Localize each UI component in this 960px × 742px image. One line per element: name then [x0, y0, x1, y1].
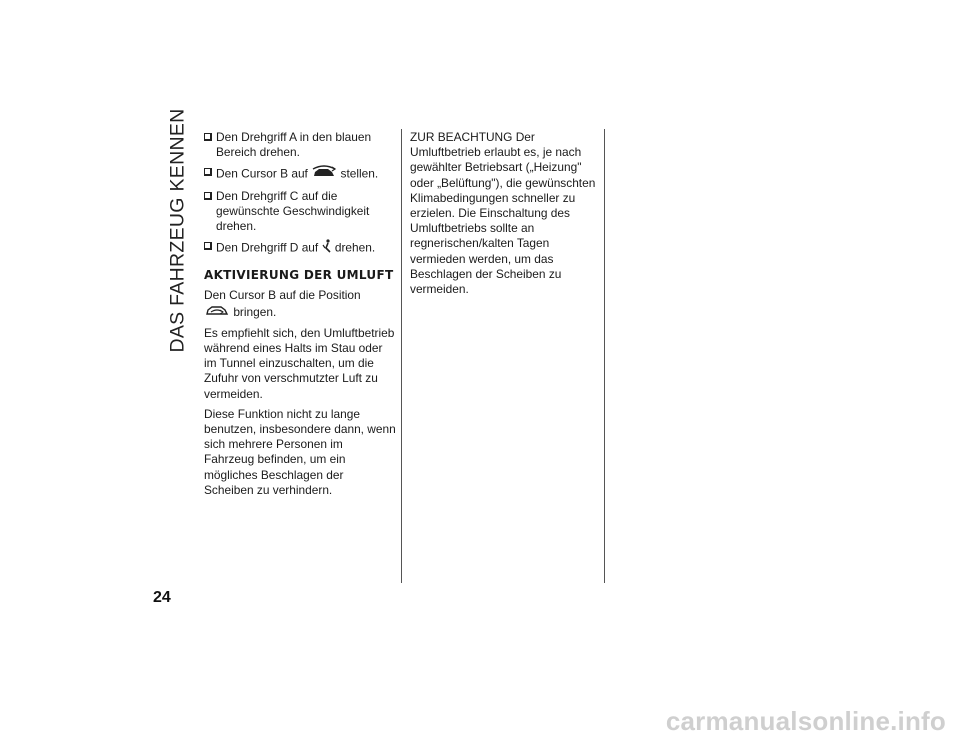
recirculation-car-icon: [311, 165, 337, 183]
checkbox-bullet-icon: [204, 168, 212, 176]
step-text: Den Drehgriff A in den blauen Bereich drehen.: [216, 130, 372, 160]
section-title: [158, 107, 198, 353]
note-paragraph: ZUR BEACHTUNG Der Umluftbetrieb erlaubt es, je nach gewählter Betriebsart („Heizung" oder „Belüftung"), die gewünschten Klimabedingungen schneller zu erzielen. Die Einschaltung des Umluftbetriebs sollte an regnerischen/kalten Tagen vermieden werden, um das Beschlagen der Scheiben zu vermeiden.: [410, 130, 596, 297]
paragraph-cursor-position: [204, 288, 396, 320]
step-text-before: Den Cursor B auf: [216, 166, 308, 181]
step-text-after: stellen.: [340, 166, 379, 181]
checkbox-bullet-icon: [204, 133, 212, 141]
paragraph-text: bringen.: [233, 304, 277, 319]
step-item: [204, 239, 396, 257]
paragraph-recommendation: Es empfiehlt sich, den Umluftbetrieb während eines Halts im Stau oder im Tunnel einzuschalten, um die Zufuhr von verschmutzter Luft zu vermeiden.: [204, 325, 395, 401]
page-number: 24: [153, 589, 171, 606]
step-text: Den Drehgriff C auf die gewünschte Geschwindigkeit drehen.: [216, 188, 370, 234]
section-heading: AKTIVIERUNG DER UMLUFT: [204, 268, 394, 283]
checkbox-bullet-icon: [204, 242, 212, 250]
air-flow-feet-icon: [322, 239, 332, 257]
step-item: [204, 130, 396, 160]
recirculation-active-icon: [204, 304, 230, 321]
step-item: [204, 189, 396, 235]
step-text-after: drehen.: [334, 240, 376, 255]
column-right: [410, 130, 602, 302]
section-title-text: DAS FAHRZEUG KENNEN: [166, 107, 189, 353]
column-left: [204, 130, 396, 503]
watermark: carmanualsonline.info: [665, 706, 946, 736]
step-item: [204, 165, 396, 183]
checkbox-bullet-icon: [204, 192, 212, 200]
column-divider-right: [604, 129, 605, 583]
paragraph-text: Den Cursor B auf die Position: [204, 288, 361, 303]
column-divider-left: [401, 129, 402, 583]
paragraph-warning: Diese Funktion nicht zu lange benutzen, insbesondere dann, wenn sich mehrere Personen im Fahrzeug befinden, um ein mögliches Beschlagen der Scheiben zu verhindern.: [204, 406, 396, 497]
step-text-before: Den Drehgriff D auf: [216, 240, 319, 255]
